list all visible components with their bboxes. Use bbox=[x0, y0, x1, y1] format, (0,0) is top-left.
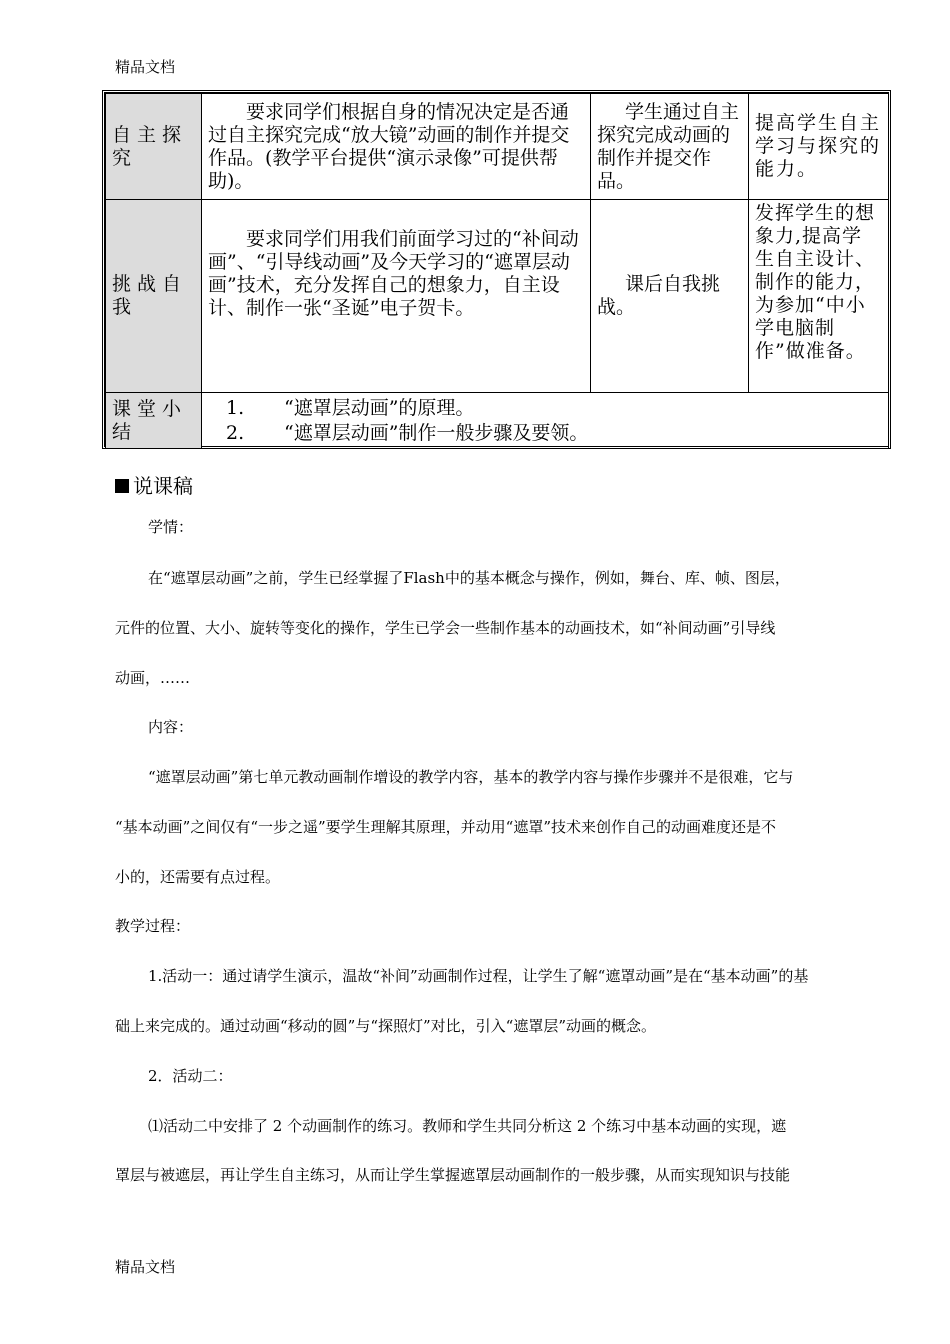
square-bullet-icon bbox=[115, 479, 129, 493]
teacher-activity: 要求同学们用我们前面学习过的“补间动画”、“引导线动画”及今天学习的“遮罩层动画”技术，充分发挥自己的想象力，自主设计、制作一张“圣诞”电子贺卡。 bbox=[202, 200, 591, 393]
design-intent: 提高学生自主学习与探究的能力。 bbox=[749, 94, 889, 200]
paragraph: 学情： bbox=[148, 518, 194, 536]
summary-item: 2. “遮罩层动画”制作一般步骤及要领。 bbox=[226, 421, 589, 444]
paragraph: “遮罩层动画”第七单元教动画制作增设的教学内容，基本的教学内容与操作步骤并不是很难，它与 bbox=[148, 768, 794, 786]
paragraph: ⑴活动二中安排了 2 个动画制作的练习。教师和学生共同分析这 2 个练习中基本动画的实现，遮 bbox=[148, 1117, 787, 1135]
paragraph: “基本动画”之间仅有“一步之遥”要学生理解其原理，并动用“遮罩”技术来创作自己的动画难度还是不 bbox=[115, 818, 777, 836]
table-row bbox=[106, 393, 889, 449]
paragraph: 动画，…… bbox=[115, 669, 191, 687]
summary-cell bbox=[202, 393, 889, 449]
table-row bbox=[106, 200, 889, 393]
lesson-plan-table bbox=[102, 90, 891, 449]
student-activity: 课后自我挑战。 bbox=[591, 200, 749, 393]
paragraph: 在“遮罩层动画”之前，学生已经掌握了Flash中的基本概念与操作，例如，舞台、库、帧、图层， bbox=[148, 569, 790, 587]
paragraph: 1.活动一：通过请学生演示，温故“补间”动画制作过程，让学生了解“遮罩动画”是在“基本动画”的基 bbox=[148, 967, 809, 985]
summary-item: 1. “遮罩层动画”的原理。 bbox=[226, 396, 475, 419]
paragraph: 内容： bbox=[148, 718, 194, 736]
paragraph: 小的，还需要有点过程。 bbox=[115, 868, 281, 886]
row-label: 课堂小结 bbox=[106, 393, 202, 449]
table-row bbox=[106, 94, 889, 200]
design-intent: 发挥学生的想象力,提高学生自主设计、制作的能力，为参加“中小学电脑制作”做准备。 bbox=[749, 200, 889, 393]
row-label: 自主探究 bbox=[106, 94, 202, 200]
paragraph: 2．活动二： bbox=[148, 1067, 233, 1085]
row-label: 挑战自我 bbox=[106, 200, 202, 393]
page-footer: 精品文档 bbox=[115, 1258, 176, 1276]
paragraph: 元件的位置、大小、旋转等变化的操作，学生已学会一些制作基本的动画技术，如“补间动画”引导线 bbox=[115, 619, 776, 637]
teacher-activity: 要求同学们根据自身的情况决定是否通过自主探究完成“放大镜”动画的制作并提交作品。(教学平台提供“演示录像”可提供帮助)。 bbox=[202, 94, 591, 200]
section-title: 说课稿 bbox=[115, 470, 193, 499]
paragraph: 教学过程： bbox=[115, 917, 191, 935]
student-activity: 学生通过自主探究完成动画的制作并提交作品。 bbox=[591, 94, 749, 200]
paragraph: 础上来完成的。通过动画“移动的圆”与“探照灯”对比，引入“遮罩层”动画的概念。 bbox=[115, 1017, 657, 1035]
page-header: 精品文档 bbox=[115, 58, 176, 76]
paragraph: 罩层与被遮层，再让学生自主练习，从而让学生掌握遮罩层动画制作的一般步骤，从而实现知识与技能 bbox=[115, 1166, 791, 1184]
